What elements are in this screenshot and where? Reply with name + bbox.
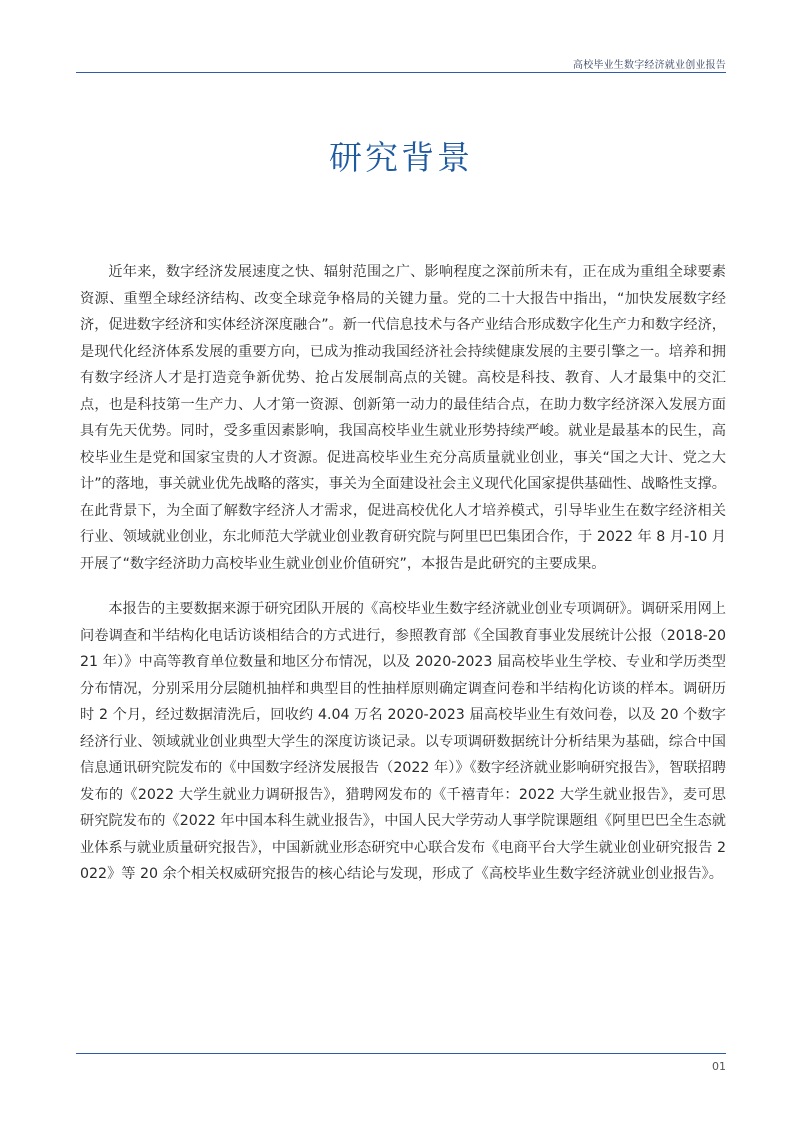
page-title: 研究背景 [329, 138, 473, 177]
running-header-title: 高校毕业生数字经济就业创业报告 [573, 60, 726, 71]
paragraph-background: 近年来，数字经济发展速度之快、辐射范围之广、影响程度之深前所未有，正在成为重组全球要素资源、重塑全球经济结构、改变全球竞争格局的关键力量。党的二十大报告中指出，“加快发展数字经济，促进数字经济和实体经济深度融合”。新一代信息技术与各产业结合形成数字化生产力和数字经济，是现代化经济体系发展的重要方向，已成为推动我国经济社会持续健康发展的主要引擎之一。培养和拥有数字经济人才是打造竞争新优势、抢占发展制高点的关键。高校是科技、教育、人才最集中的交汇点，也是科技第一生产力、人才第一资源、创新第一动力的最佳结合点，在助力数字经济深入发展方面具有先天优势。同时，受多重因素影响，我国高校毕业生就业形势持续严峻。就业是最基本的民生，高校毕业生是党和国家宝贵的人才资源。促进高校毕业生充分高质量就业创业，事关“国之大计、党之大计”的落地，事关就业优先战略的落实，事关为全面建设社会主义现代化国家提供基础性、战略性支撑。在此背景下，为全面了解数字经济人才需求，促进高校优化人才培养模式，引导毕业生在数字经济相关行业、领域就业创业，东北师范大学就业创业教育研究院与阿里巴巴集团合作，于 2022 年 8 月-10 月开展了“数字经济助力高校毕业生就业创业价值研究”，本报告是此研究的主要成果。 [80, 264, 726, 572]
page-number: 01 [712, 1060, 726, 1073]
body-text [80, 259, 726, 888]
paragraph-data-sources: 本报告的主要数据来源于研究团队开展的《高校毕业生数字经济就业创业专项调研》。调研采用网上问卷调查和半结构化电话访谈相结合的方式进行，参照教育部《全国教育事业发展统计公报（2018-2021 年）》中高等教育单位数量和地区分布情况，以及 2020-2023 届高校毕业生学校、专业和学历类型分布情况，分别采用分层随机抽样和典型目的性抽样原则确定调查问卷和半结构化访谈的样本。调研历时 2 个月，经过数据清洗后，回收约 4.04 万名 2020-2023 届高校毕业生有效问卷，以及 20 个数字经济行业、领域就业创业典型大学生的深度访谈记录。以专项调研数据统计分析结果为基础，综合中国信息通讯研究院发布的《中国数字经济发展报告（2022 年）》《数字经济就业影响研究报告》，智联招聘发布的《2022 大学生就业力调研报告》，猎聘网发布的《千禧青年：2022 大学生就业报告》，麦可思研究院发布的《2022 年中国本科生就业报告》，中国人民大学劳动人事学院课题组《阿里巴巴全生态就业体系与就业质量研究报告》，中国新就业形态研究中心联合发布《电商平台大学生就业创业研究报告 2022》等 20 余个相关权威研究报告的核心结论与发现，形成了《高校毕业生数字经济就业创业报告》。 [80, 601, 726, 882]
footer-divider [76, 1053, 726, 1054]
header-divider [76, 72, 726, 73]
